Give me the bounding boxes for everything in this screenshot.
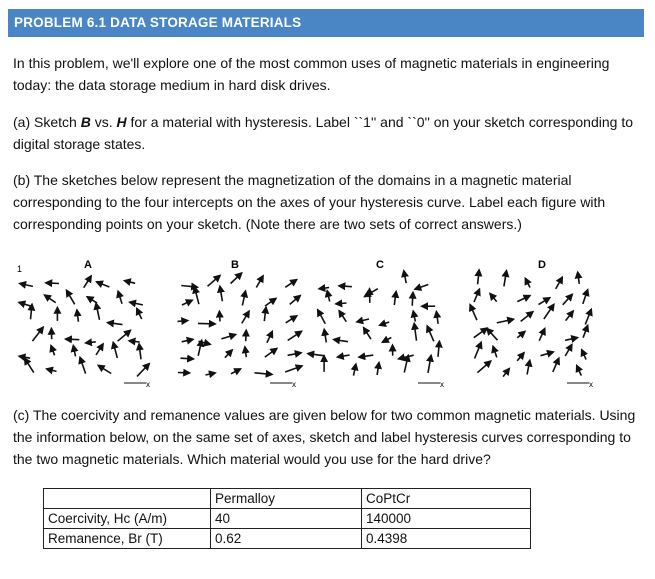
- domain-arrow: [497, 319, 514, 323]
- domain-arrow: [475, 342, 482, 358]
- domain-arrow: [478, 270, 480, 284]
- domain-arrow: [96, 344, 103, 355]
- domain-arrow: [288, 331, 302, 340]
- domain-arrow: [565, 345, 572, 357]
- domain-arrow: [365, 289, 378, 297]
- domain-arrow: [539, 329, 545, 341]
- domain-arrow: [324, 329, 326, 342]
- domain-arrow: [231, 369, 241, 374]
- domain-arrow: [182, 300, 192, 305]
- domain-arrow: [98, 365, 111, 373]
- domain-arrow: [139, 344, 141, 360]
- domain-arrow: [242, 311, 249, 323]
- domain-arrow: [474, 328, 487, 338]
- domain-arrow: [354, 364, 356, 376]
- table-header-cell: CoPtCr: [362, 489, 531, 509]
- domain-arrow: [399, 355, 414, 359]
- table-cell: 0.62: [211, 529, 362, 549]
- domain-arrow: [582, 350, 586, 360]
- intro-paragraph: In this problem, we'll explore one of the most common uses of magnetic materials in engineering today: the data storage medium in hard disk drives.: [13, 55, 610, 93]
- domain-arrow: [503, 369, 509, 377]
- domain-arrow: [242, 291, 245, 305]
- domain-arrow: [490, 294, 497, 302]
- domain-arrow: [487, 329, 498, 341]
- domain-arrow: [20, 284, 33, 287]
- h-variable: H: [116, 114, 127, 130]
- domain-arrow: [412, 292, 413, 305]
- table-row: [44, 529, 531, 549]
- domain-arrow: [285, 366, 302, 372]
- table-cell: 0.4398: [362, 529, 531, 549]
- problem-title: PROBLEM 6.1 DATA STORAGE MATERIALS: [14, 15, 302, 30]
- domain-arrow: [80, 357, 86, 373]
- table-cell: 140000: [362, 509, 531, 529]
- domain-arrow: [436, 312, 438, 324]
- domain-arrow: [220, 286, 223, 301]
- part-a-prefix: (a) Sketch: [13, 114, 81, 130]
- domain-arrow: [566, 311, 574, 321]
- part-a-paragraph: [13, 111, 643, 155]
- domain-arrow: [25, 358, 34, 372]
- domain-figures-svg: [10, 246, 650, 396]
- domain-arrow: [245, 347, 246, 357]
- table-header-row: [44, 489, 531, 509]
- domain-arrow: [87, 297, 97, 303]
- domain-arrow: [327, 291, 330, 302]
- domain-arrow: [493, 346, 497, 357]
- domain-arrow: [124, 281, 135, 284]
- domain-arrow: [583, 290, 588, 304]
- part-b-paragraph: (b) The sketches below represent the magnetization of the domains in a magnetic material corresponding to the four intercepts on the axes of your hysteresis curve. Label each figure with corresponding points on your sketch. (Note there are two sets of correct answers.): [13, 172, 606, 232]
- domain-arrow: [97, 282, 110, 287]
- domain-arrow: [382, 338, 391, 343]
- domain-arrow: [504, 271, 507, 287]
- domain-arrow: [585, 309, 591, 324]
- domain-arrow: [264, 307, 266, 321]
- domain-arrow: [414, 323, 416, 340]
- axis-x-label: x: [146, 380, 150, 389]
- figure-label-b: B: [231, 259, 239, 271]
- domain-arrow: [470, 305, 477, 321]
- domain-arrow: [19, 356, 30, 358]
- domain-arrow: [577, 366, 582, 376]
- table-cell: Remanence, Br (T): [44, 529, 211, 549]
- domain-arrow: [428, 355, 431, 373]
- domain-arrow: [225, 350, 232, 358]
- domain-arrow: [118, 330, 131, 341]
- domain-arrow: [556, 277, 563, 289]
- axis-x-label: x: [292, 380, 296, 389]
- domain-arrow: [334, 340, 348, 342]
- domain-arrow: [66, 339, 80, 340]
- domain-arrow: [380, 322, 390, 325]
- domain-arrow: [46, 283, 59, 284]
- domain-arrow: [339, 311, 346, 322]
- domain-arrow: [137, 364, 149, 377]
- domain-arrow: [517, 353, 524, 361]
- domain-arrow: [308, 354, 325, 356]
- domain-arrow: [288, 353, 302, 356]
- domain-arrow: [32, 327, 43, 341]
- domain-arrow: [415, 285, 428, 290]
- domain-arrow: [319, 288, 329, 289]
- domain-arrow: [477, 361, 490, 373]
- domain-arrow: [285, 280, 296, 288]
- domain-arrow: [427, 326, 434, 341]
- figure-label-c: C: [376, 259, 384, 271]
- domain-arrow: [198, 340, 202, 356]
- domain-arrow: [553, 358, 559, 372]
- domain-figures: [10, 246, 650, 396]
- domain-arrow: [181, 358, 194, 359]
- figure-label-d: D: [538, 259, 546, 271]
- domain-arrow: [521, 312, 533, 322]
- domain-arrow: [517, 296, 530, 302]
- domain-arrow: [208, 275, 221, 286]
- domain-arrow: [47, 369, 57, 372]
- domain-arrow: [539, 298, 550, 305]
- b-variable: B: [80, 114, 91, 130]
- domain-arrow: [77, 310, 79, 322]
- axis-x-label: x: [440, 380, 444, 389]
- domain-arrow: [73, 346, 75, 357]
- problem-header: [8, 9, 644, 37]
- domain-arrow: [413, 311, 415, 322]
- domain-arrow: [137, 309, 142, 320]
- table-header-cell: Permalloy: [211, 489, 362, 509]
- domain-arrow: [565, 338, 578, 341]
- domain-arrow: [19, 302, 33, 306]
- domain-arrow: [404, 271, 406, 283]
- domain-arrow: [129, 341, 140, 342]
- domain-arrow: [265, 348, 277, 357]
- domain-arrow: [318, 310, 326, 324]
- domain-arrow: [563, 294, 573, 305]
- domain-arrow: [394, 291, 396, 305]
- domain-arrow: [377, 363, 379, 376]
- axis-x-label: x: [589, 380, 593, 389]
- domain-arrow: [583, 325, 588, 337]
- domain-arrow: [108, 323, 123, 325]
- part-c-paragraph: (c) The coercivity and remanence values are given below for two common magnetic materials. Using the information below, on the same set of axes, sketch and label hysteresis curves corresponding to the two magnetic materials. Which material would you use for the hard drive?: [13, 407, 636, 467]
- domain-arrow: [267, 331, 272, 343]
- domain-arrow: [517, 331, 525, 337]
- domain-arrow: [96, 303, 100, 320]
- domain-arrow: [84, 276, 92, 288]
- domain-arrow: [339, 286, 352, 287]
- domain-arrow: [67, 290, 75, 304]
- domain-arrow: [438, 341, 439, 357]
- domain-arrow: [357, 319, 369, 322]
- figure-label-a: A: [84, 259, 92, 271]
- domain-arrow: [364, 328, 371, 340]
- domain-arrow: [246, 330, 247, 341]
- domain-arrow: [130, 302, 143, 305]
- small-mark-label: 1: [17, 264, 23, 274]
- domain-arrow: [255, 373, 273, 375]
- domain-arrow: [51, 346, 55, 356]
- domain-arrow: [286, 316, 297, 323]
- domain-arrow: [541, 352, 554, 356]
- domain-arrow: [195, 287, 199, 304]
- domain-arrow: [86, 342, 96, 343]
- materials-table: [43, 488, 531, 549]
- domain-arrow: [118, 291, 122, 304]
- domain-arrow: [265, 298, 276, 306]
- domain-arrow: [45, 295, 56, 303]
- domain-arrow: [231, 273, 242, 284]
- domain-arrow: [474, 289, 480, 302]
- domain-arrow: [113, 342, 117, 358]
- domain-arrow: [527, 360, 530, 374]
- table-cell: Coercivity, Hc (A/m): [44, 509, 211, 529]
- domain-arrow: [256, 276, 263, 288]
- domain-arrow: [221, 335, 235, 339]
- part-a-vs: vs.: [90, 114, 117, 130]
- table-row: [44, 509, 531, 529]
- domain-arrow: [219, 311, 220, 321]
- domain-arrow: [290, 296, 301, 305]
- domain-arrow: [206, 373, 216, 375]
- domain-arrow: [178, 321, 188, 322]
- domain-arrow: [544, 304, 554, 319]
- domain-arrow: [182, 339, 193, 342]
- table-cell: 40: [211, 509, 362, 529]
- domain-arrow: [359, 355, 373, 357]
- domain-arrow: [336, 303, 347, 304]
- domain-arrow: [578, 272, 580, 284]
- domain-arrow: [525, 278, 530, 287]
- part-a-suffix: for a material with hysteresis. Label ``1'' and ``0'' on your sketch corresponding to digital storage states.: [13, 114, 633, 152]
- domain-arrow: [337, 355, 349, 357]
- table-header-cell: [44, 489, 211, 509]
- domain-arrow: [198, 323, 215, 324]
